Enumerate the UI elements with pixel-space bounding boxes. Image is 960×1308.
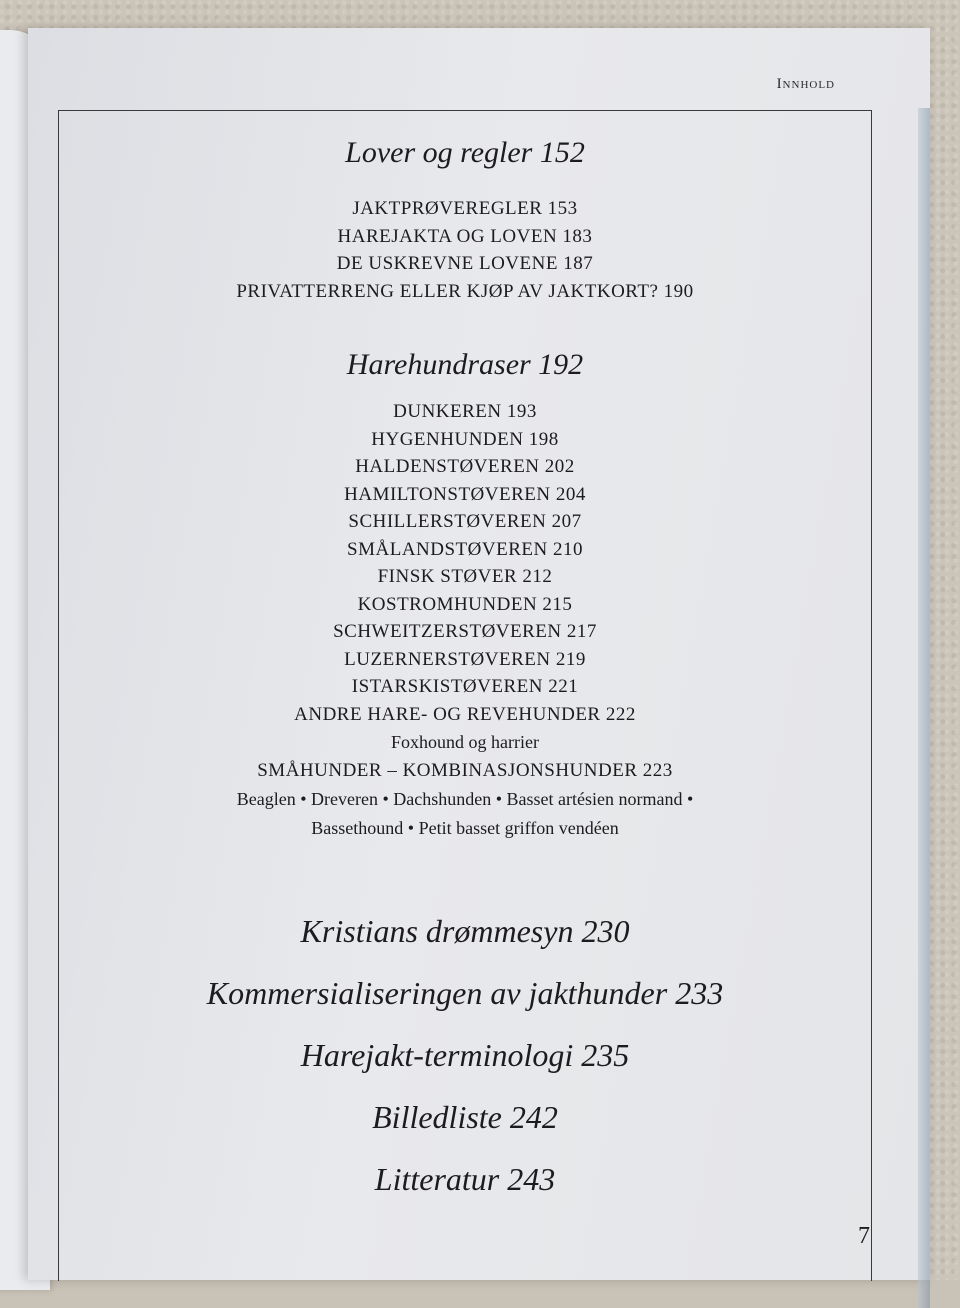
- toc-item: SCHWEITZERSTØVEREN 217: [333, 621, 597, 642]
- toc-item: FINSK STØVER 212: [377, 566, 553, 587]
- toc-subitem: Beaglen • Dreveren • Dachshunden • Basset artésien normand •: [236, 788, 694, 809]
- toc-item: HALDENSTØVEREN 202: [355, 456, 575, 477]
- toc-major-entry: Billedliste 242: [372, 1099, 558, 1135]
- section-title: Lover og regler 152: [345, 136, 585, 169]
- section-harehund: [59, 345, 871, 843]
- section-title: Harehundraser 192: [346, 348, 584, 381]
- section-other: [59, 911, 871, 1199]
- toc-item: ISTARSKISTØVEREN 221: [351, 676, 579, 697]
- toc-item: DE USKREVNE LOVENE 187: [336, 253, 594, 274]
- toc-major-entry: Kristians drømmesyn 230: [300, 913, 630, 949]
- toc-item: SCHILLERSTØVEREN 207: [348, 511, 582, 532]
- toc-major-entry: Harejakt-terminologi 235: [300, 1037, 630, 1073]
- toc-item: LUZERNERSTØVEREN 219: [344, 648, 586, 670]
- toc-major-entry: Litteratur 243: [374, 1161, 556, 1197]
- toc-item: HAREJAKTA OG LOVEN 183: [337, 225, 593, 247]
- toc-major-entry: Kommersialiseringen av jakthunder 233: [206, 975, 724, 1011]
- running-header: Innhold: [776, 76, 835, 92]
- toc-item: KOSTROMHUNDEN 215: [357, 593, 573, 615]
- toc-subitem: Bassethound • Petit basset griffon vendéen: [311, 817, 619, 838]
- contents-frame: [58, 110, 872, 1281]
- page-number: 7: [858, 1223, 870, 1249]
- toc-subitem: Foxhound og harrier: [391, 732, 539, 752]
- page-stack-edge: [918, 108, 930, 1308]
- toc-item: HYGENHUNDEN 198: [371, 428, 559, 450]
- toc-item: DUNKEREN 193: [393, 401, 537, 422]
- toc-item: ANDRE HARE- OG REVEHUNDER 222: [294, 703, 636, 725]
- toc-item: SMÅHUNDER – KOMBINASJONSHUNDER 223: [257, 760, 673, 781]
- toc-item: SMÅLANDSTØVEREN 210: [347, 538, 583, 560]
- toc-item: PRIVATTERRENG ELLER KJØP AV JAKTKORT? 190: [236, 280, 694, 302]
- book-page: [28, 28, 930, 1280]
- toc-item: JAKTPRØVEREGLER 153: [352, 198, 578, 219]
- toc-item: HAMILTONSTØVEREN 204: [344, 483, 586, 505]
- section-lover: [59, 133, 871, 305]
